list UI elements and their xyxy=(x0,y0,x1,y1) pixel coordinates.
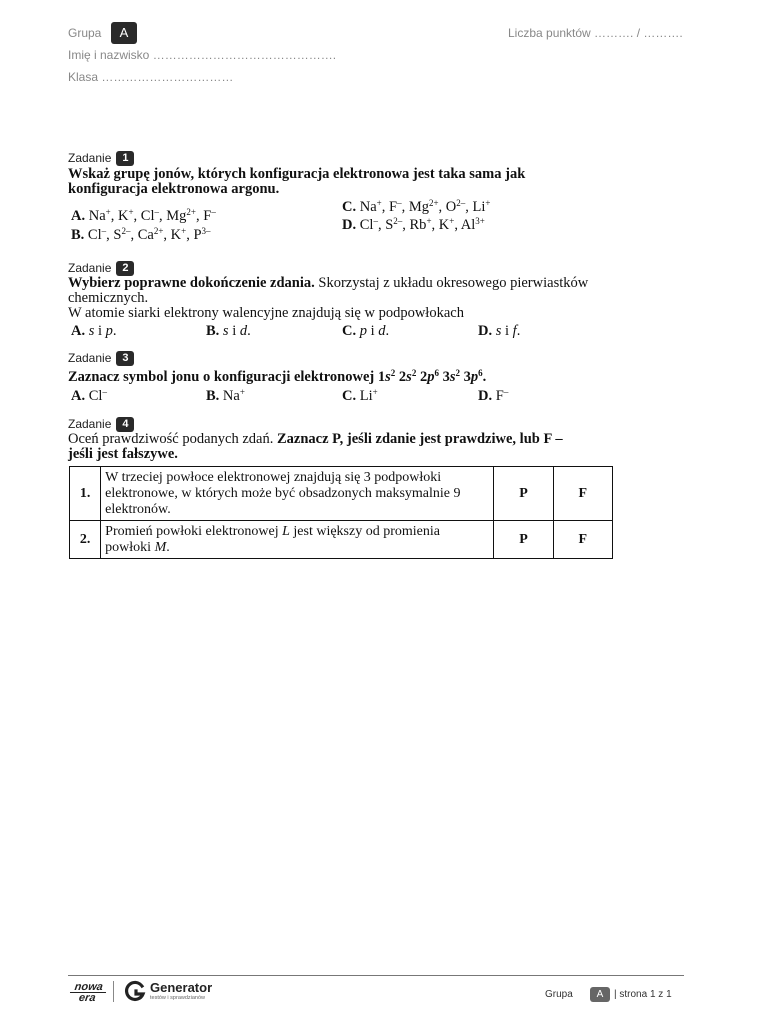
task-4-prompt-plain: Oceń prawdziwość podanych zdań. xyxy=(68,431,277,447)
task-1-prompt-line1: Wskaż grupę jonów, których konfiguracja elektronowa jest taka sama jak xyxy=(68,166,526,182)
answer-letter-b: B. xyxy=(206,388,220,404)
task-2-answer-c[interactable]: C. p i d. xyxy=(342,323,390,339)
task-2-heading xyxy=(68,261,134,276)
answer-letter-d: D. xyxy=(478,323,493,339)
class-field-label: Klasa …………………………… xyxy=(68,70,234,84)
footer-divider xyxy=(68,975,684,976)
false-option-cell[interactable]: F xyxy=(553,521,612,559)
task-3-answer-d[interactable]: D. F– xyxy=(478,387,509,404)
task-1-answer-c[interactable]: C. Na+, F–, $Mg^{2+}$, $O^{2-}$, Li+ xyxy=(342,198,491,215)
task-2-prompt-rest: Skorzystaj z układu okresowego pierwiastków xyxy=(314,275,589,291)
answer-letter-c: C. xyxy=(342,388,357,404)
task-label: Zadanie xyxy=(68,261,112,275)
nowa-era-logo xyxy=(69,982,108,1003)
table-row xyxy=(70,521,613,559)
task-number-badge: 4 xyxy=(116,417,134,432)
row-number: 1. xyxy=(70,467,101,521)
answer-letter-d: D. xyxy=(342,217,357,233)
page-indicator: | strona 1 z 1 xyxy=(614,989,672,1000)
answer-letter-b: B. xyxy=(206,323,220,339)
task-2-answer-d[interactable]: D. s i f. xyxy=(478,323,521,339)
task-1-answer-a[interactable]: A. Na+, K+, Cl–, $Mg^{2+}$, F– xyxy=(71,207,216,224)
task-1-heading xyxy=(68,151,134,166)
task-1-prompt xyxy=(68,167,628,197)
generator-icon xyxy=(124,980,146,1007)
points-label: Liczba punktów ………. / ………. xyxy=(508,26,683,40)
table-row xyxy=(70,467,613,521)
answer-letter-b: B. xyxy=(71,227,85,243)
generator-subtitle: testów i sprawdzianów xyxy=(150,995,206,1001)
task-3-answer-a[interactable]: A. Cl– xyxy=(71,387,107,404)
row-number: 2. xyxy=(70,521,101,559)
answer-letter-c: C. xyxy=(342,323,357,339)
task-2-statement: W atomie siarki elektrony walencyjne znajdują się w podpowłokach xyxy=(68,305,464,321)
task-2-prompt-bold: Wybierz poprawne dokończenie zdania. xyxy=(68,275,315,291)
statement-line: W trzeciej powłoce elektronowej znajdują się 3 podpowłoki xyxy=(105,469,442,485)
task-3-prompt: Zaznacz symbol jonu o konfiguracji elektronowej $1s^2$ $2s^2$ $2p^6$ $3s^2$ $3p^6$. xyxy=(68,368,487,385)
task-3-prompt-text: Zaznacz symbol jonu o konfiguracji elektronowej xyxy=(68,369,378,385)
task-1-answer-d[interactable]: D. Cl–, $S^{2-}$, Rb+, K+, $Al^{3+}$ xyxy=(342,216,485,233)
statement-line: elektronów. xyxy=(105,501,171,517)
task-4-heading xyxy=(68,417,134,432)
task-label: Zadanie xyxy=(68,417,112,431)
task-number-badge: 2 xyxy=(116,261,134,276)
false-option-cell[interactable]: F xyxy=(553,467,612,521)
answer-letter-a: A. xyxy=(71,323,86,339)
statement-cell xyxy=(101,521,494,559)
name-field-label: Imię i nazwisko ………………………………………. xyxy=(68,48,337,62)
task-2-answer-a[interactable]: A. s i p. xyxy=(71,323,117,339)
answer-letter-a: A. xyxy=(71,388,86,404)
true-option-cell[interactable]: P xyxy=(494,521,553,559)
task-1-prompt-line2: konfiguracja elektronowa argonu. xyxy=(68,181,280,197)
true-option-cell[interactable]: P xyxy=(494,467,553,521)
task-2-prompt-line2: chemicznych. xyxy=(68,290,149,306)
statement-line: Promień powłoki elektronowej L jest większy od promienia xyxy=(105,523,440,539)
logo-text-bottom: era xyxy=(78,992,97,1004)
logo-text-top: nowa xyxy=(70,982,108,993)
group-badge: A xyxy=(111,22,137,44)
task-3-heading xyxy=(68,351,134,366)
statement-line: elektronowe, w których może być obsadzonych maksymalnie 9 xyxy=(105,485,461,501)
task-label: Zadanie xyxy=(68,351,112,365)
group-label: Grupa xyxy=(68,26,102,40)
task-4-prompt-line2: jeśli jest fałszywe. xyxy=(68,446,178,462)
task-3-answer-c[interactable]: C. Li+ xyxy=(342,387,378,404)
task-number-badge: 3 xyxy=(116,351,134,366)
answer-letter-c: C. xyxy=(342,199,357,215)
answer-letter-a: A. xyxy=(71,208,86,224)
task-2-prompt xyxy=(68,276,628,321)
logo-separator xyxy=(113,981,114,1002)
statement-cell xyxy=(101,467,494,521)
task-label: Zadanie xyxy=(68,151,112,165)
task-2-answer-b[interactable]: B. s i d. xyxy=(206,323,251,339)
statement-line: powłoki M. xyxy=(105,539,170,555)
task-4-prompt xyxy=(68,432,628,462)
task-3-answer-b[interactable]: B. Na+ xyxy=(206,387,245,404)
footer-group-label: Grupa xyxy=(545,989,573,1000)
true-false-table xyxy=(69,466,613,559)
task-1-answer-b[interactable]: B. Cl–, $S^{2-}$, $Ca^{2+}$, K+, $P^{3-}$ xyxy=(71,226,211,243)
footer-group-badge: A xyxy=(590,987,610,1002)
task-number-badge: 1 xyxy=(116,151,134,166)
answer-letter-d: D. xyxy=(478,388,493,404)
task-4-prompt-bold: Zaznacz P, jeśli zdanie jest prawdziwe, lub F – xyxy=(276,431,563,447)
generator-title: Generator xyxy=(150,980,213,995)
